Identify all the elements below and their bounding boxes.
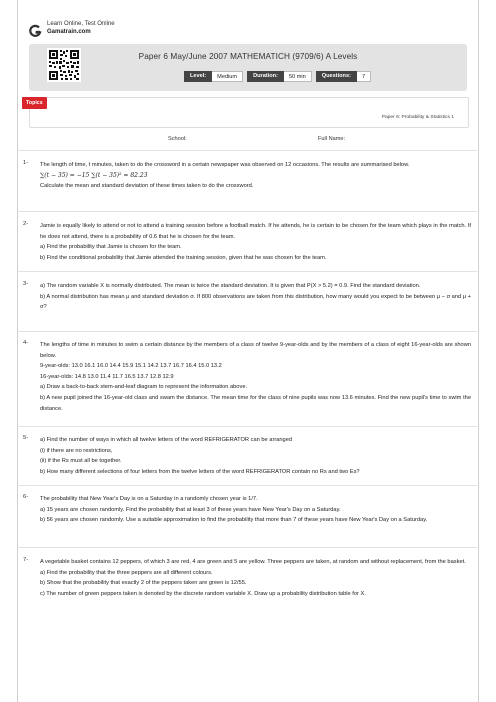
divider [17,485,477,486]
question-7 [23,557,471,599]
question-number: 1- [23,160,29,166]
topics-badge: Topics [22,97,47,109]
question-part: a) Draw a back-to-back stem-and-leaf diagram to represent the information above. [40,384,248,391]
divider [17,271,477,272]
questions-value: 7 [357,71,371,82]
level-value: Medium [212,71,243,82]
school-field-label: School: [168,136,187,142]
question-number: 3- [23,281,29,287]
question-2 [23,221,471,263]
divider [17,426,477,427]
question-text: Calculate the mean and standard deviation of these times taken to do the crossword. [40,183,254,190]
question-part: a) Find the probability that Jamie is chosen for the team. [40,244,182,251]
question-5 [23,435,471,477]
question-text: The probability that New Year's Day is on a Saturday in a randomly chosen year is 1/7. [40,496,258,502]
question-formula: ∑(t − 35) = −15 ∑(t − 35)² = 82.23 [40,171,148,179]
topics-card [26,97,469,128]
divider [17,547,477,548]
question-part: b) A normal distribution has mean μ and standard deviation σ. If 800 observations are taken from this distribution, how many would you expect to be between μ − σ and μ + σ? [40,293,471,311]
divider [17,331,477,332]
question-text: A vegetable basket contains 12 peppers, of which 3 are red, 4 are green and 5 are yellow. Three peppers are taken, at random and without replacement, from the basket. [40,559,466,565]
question-part: a) Find the probability that the three peppers are all different colours. [40,569,213,576]
question-part: c) The number of green peppers taken is denoted by the discrete random variable X. Draw up a probability distribution table for X. [40,590,366,597]
site-logo[interactable] [28,20,115,38]
question-data-row: 9-year-olds: 13.0 16.1 16.0 14.4 15.9 15.1 14.2 13.7 16.7 16.4 15.0 13.2 [40,363,222,370]
gamatrain-logo-icon [28,24,42,38]
logo-site-name: Gamatrain.com [47,29,91,35]
question-number: 2- [23,221,29,227]
duration-value: 50 min [284,71,312,82]
question-number: 6- [23,494,29,500]
question-1 [23,160,471,192]
question-part: b) How many different selections of four letters from the twelve letters of the word REFRIGERATOR contain no Rs and two Es? [40,468,360,475]
logo-tagline: Learn Online, Test Online [47,21,115,27]
question-subpart: (ii) if the Rs must all be together. [40,458,122,465]
divider [17,150,477,151]
questions-label: Questions: [316,71,357,82]
topic-link[interactable]: Paper 6: Probability & Statistics 1 [381,115,454,120]
question-part: b) Find the conditional probability that Jamie attended the training session, given that he was chosen for the team. [40,254,327,261]
paper-title: Paper 6 May/June 2007 MATHEMATICH (9709/6) A Levels [138,52,358,61]
question-3 [23,281,471,313]
duration-label: Duration: [247,71,284,82]
question-6 [23,494,471,526]
level-label: Level: [184,71,212,82]
question-part: b) 56 years are chosen randomly. Use a suitable approximation to find the probability that more than 7 of these years have New Year's Day on a Saturday. [40,517,428,524]
question-text: The lengths of time in minutes to swim a certain distance by the members of a class of twelve 9-year-olds and by the members of a class of eight 16-year-olds are shown below. [40,342,471,359]
question-number: 4- [23,340,29,346]
full-name-field-label: Full Name: [318,136,346,142]
question-text: The length of time, t minutes, taken to do the crossword in a certain newspaper was observed on 12 occasions. The results are summarised below. [40,162,410,168]
question-part: b) Show that the probability that exactly 2 of the peppers taken are green is 12/55. [40,580,247,587]
question-data-row: 16-year-olds: 14.8 13.0 11.4 11.7 16.5 13.7 12.8 12.9 [40,373,174,380]
question-4 [23,340,471,414]
question-subpart: (i) if there are no restrictions, [40,447,113,454]
question-text: Jamie is equally likely to attend or not to attend a training session before a football match. If he attends, he is certain to be chosen for the team which plays in the match. If he does not attend, there is a probability of 0.6 that he is chosen for the team. [40,223,471,240]
exam-header-card [29,44,467,91]
divider [17,211,477,212]
question-part: a) The random variable X is normally distributed. The mean is twice the standard deviation. It is given that P(X > 5.2) = 0.9. Find the standard deviation. [40,283,421,289]
question-number: 7- [23,557,29,563]
exam-meta-row [184,71,375,82]
question-part: a) Find the number of ways in which all twelve letters of the word REFRIGERATOR can be arranged [40,437,293,443]
question-number: 5- [23,435,29,441]
question-part: b) A new pupil joined the 16-year-old class and swam the distance. The mean time for the class of nine pupils was now 13.6 minutes. Find the new pupil's time to swim the distance. [40,394,471,412]
question-part: a) 15 years are chosen randomly. Find the probability that at least 3 of these years have New Year's Day on a Saturday. [40,506,341,513]
